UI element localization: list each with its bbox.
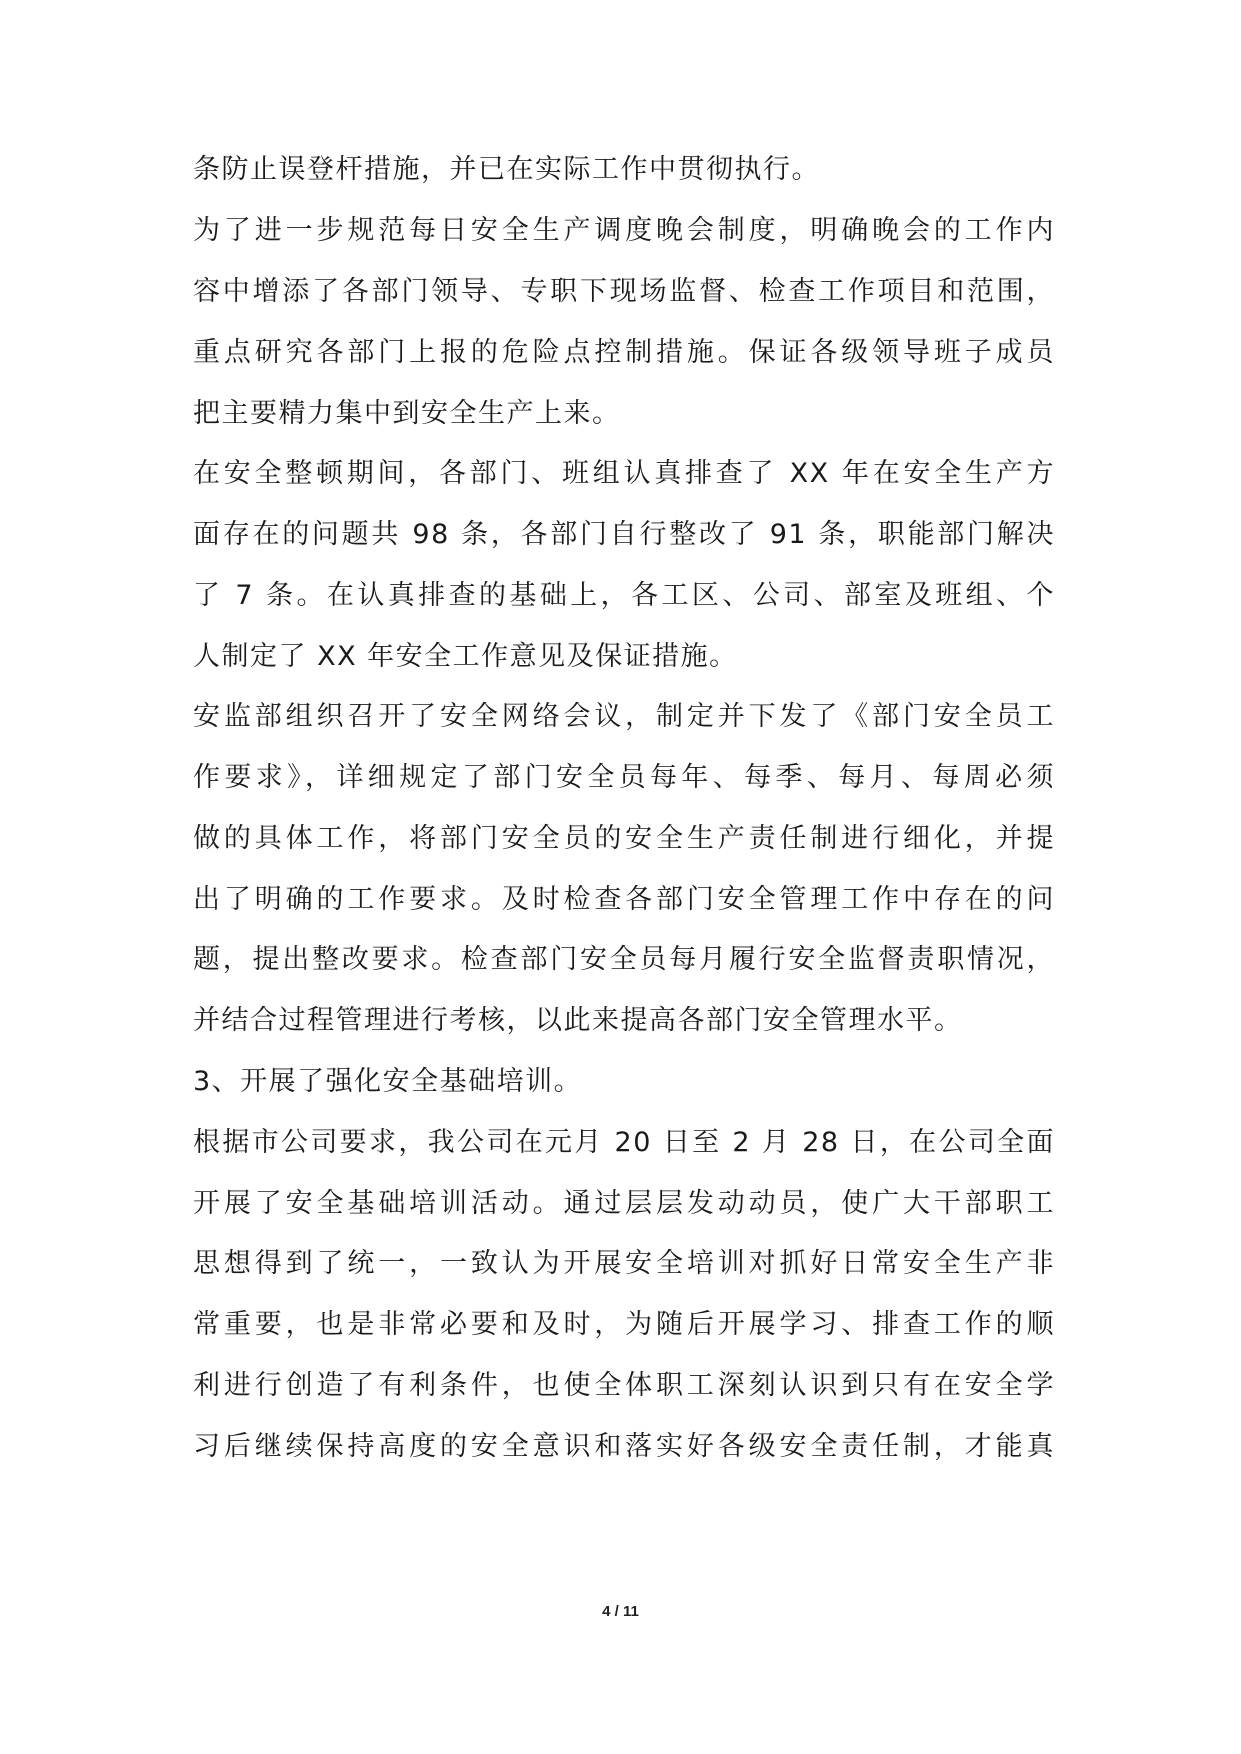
text-line: 在安全整顿期间，各部门、班组认真排查了 XX 年在安全生产方 <box>193 458 1055 489</box>
text-line: 根据市公司要求，我公司在元月 20 日至 2 月 28 日，在公司全面 <box>193 1127 1055 1158</box>
text-line: 条防止误登杆措施，并已在实际工作中贯彻执行。 <box>193 154 820 185</box>
text-line: 容中增添了各部门领导、专职下现场监督、检查工作项目和范围， <box>193 276 1055 307</box>
text-line: 题，提出整改要求。检查部门安全员每月履行安全监督责职情况， <box>193 944 1055 975</box>
text-line: 出了明确的工作要求。及时检查各部门安全管理工作中存在的问 <box>193 884 1055 915</box>
text-line: 了 7 条。在认真排查的基础上，各工区、公司、部室及班组、个 <box>193 580 1055 611</box>
text-line: 为了进一步规范每日安全生产调度晚会制度，明确晚会的工作内 <box>193 215 1055 246</box>
text-line: 开展了安全基础培训活动。通过层层发动动员，使广大干部职工 <box>193 1188 1055 1219</box>
text-line: 思想得到了统一，一致认为开展安全培训对抓好日常安全生产非 <box>193 1248 1055 1279</box>
section-heading: 3、开展了强化安全基础培训。 <box>193 1066 583 1097</box>
text-line: 人制定了 XX 年安全工作意见及保证措施。 <box>193 641 738 672</box>
text-line: 做的具体工作，将部门安全员的安全生产责任制进行细化，并提 <box>193 823 1055 854</box>
text-line: 把主要精力集中到安全生产上来。 <box>193 398 621 429</box>
text-line: 常重要，也是非常必要和及时，为随后开展学习、排查工作的顺 <box>193 1309 1055 1340</box>
text-line: 习后继续保持高度的安全意识和落实好各级安全责任制，才能真 <box>193 1431 1055 1462</box>
text-line: 面存在的问题共 98 条，各部门自行整改了 91 条，职能部门解决 <box>193 519 1055 550</box>
text-line: 重点研究各部门上报的危险点控制措施。保证各级领导班子成员 <box>193 337 1055 368</box>
text-line: 安监部组织召开了安全网络会议，制定并下发了《部门安全员工 <box>193 701 1055 732</box>
text-line: 并结合过程管理进行考核，以此来提高各部门安全管理水平。 <box>193 1005 963 1036</box>
text-line: 利进行创造了有利条件，也使全体职工深刻认识到只有在安全学 <box>193 1370 1055 1401</box>
page-number: 4 / 11 <box>602 1603 639 1620</box>
text-line: 作要求》，详细规定了部门安全员每年、每季、每月、每周必须 <box>193 762 1055 793</box>
